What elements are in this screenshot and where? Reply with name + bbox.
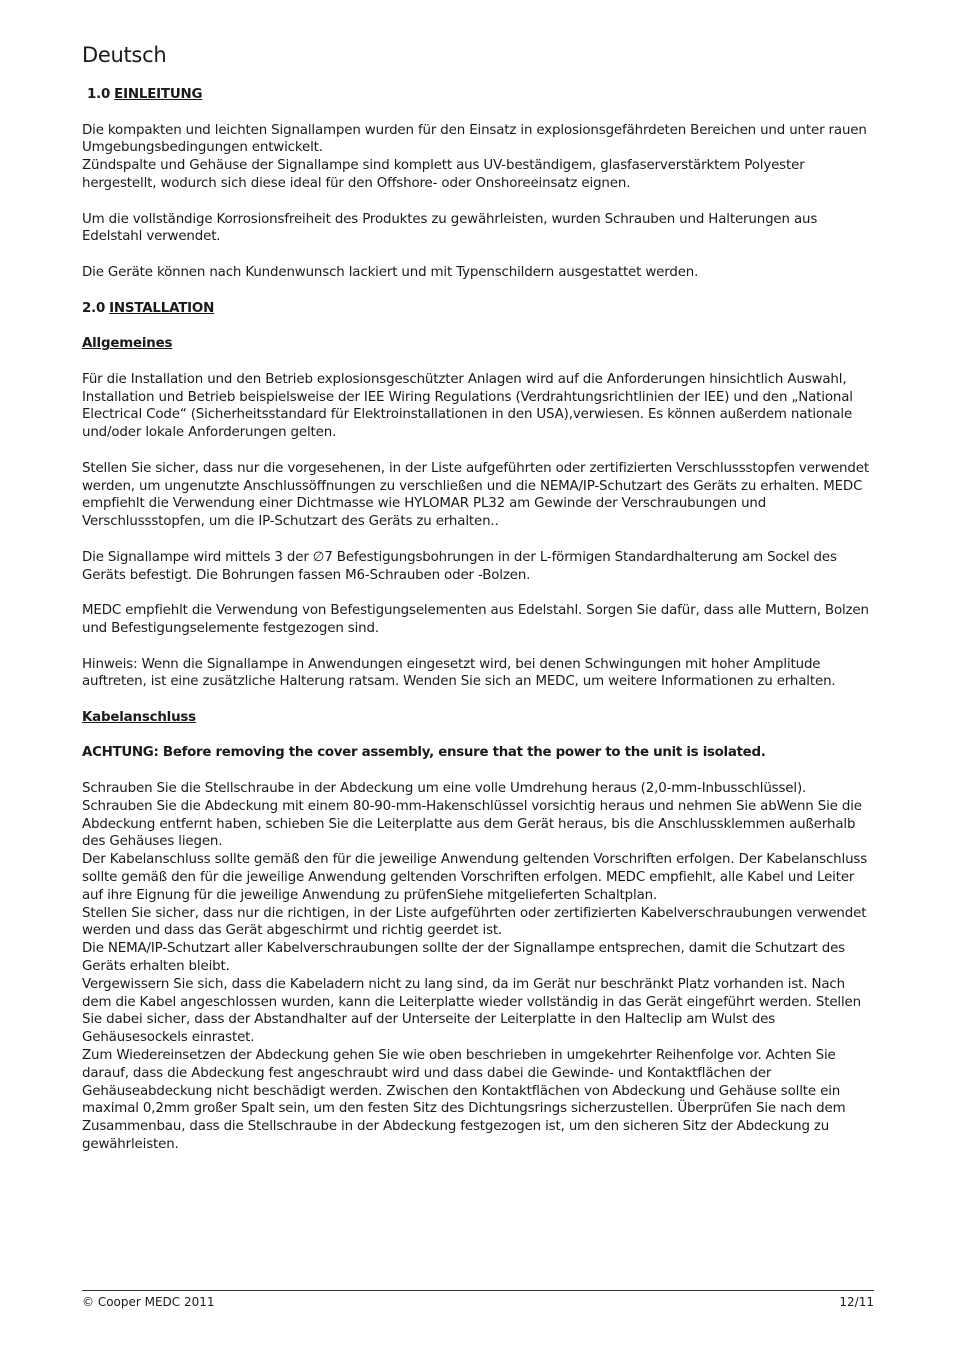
general-paragraph-4: MEDC empfiehlt die Verwendung von Befestigungselementen aus Edelstahl. Sorgen Sie dafür, dass alle Muttern, Bolzen und Befestigungselemente festgezogen sind.: [82, 603, 869, 636]
document-page: [82, 40, 874, 1154]
general-paragraph-3: Die Signallampe wird mittels 3 der ∅7 Befestigungsbohrungen in der L-förmigen Standardhalterung am Sockel des Geräts befestigt. Die Bohrungen fassen M6-Schrauben oder -Bolzen.: [82, 549, 837, 583]
section-2-title: INSTALLATION: [109, 300, 215, 316]
general-paragraph-1: Für die Installation und den Betrieb explosionsgeschützter Anlagen wird auf die Anforderungen hinsichtlich Auswahl, Installation und Betrieb beispielsweise der IEE Wiring Regulations (Verdrahtungsrichtlinien der IEE) und den „National Electrical Code“ (Sicherheitsstandard für Elektroinstallationen in den USA),verwiesen. Es können außerdem nationale und/oder lokale Anforderungen gelten.: [82, 371, 853, 441]
warning-text: ACHTUNG: Before removing the cover assembly, ensure that the power to the unit is isolated.: [82, 745, 766, 761]
footer-copyright: © Cooper MEDC 2011: [82, 1295, 215, 1309]
page-footer: [82, 1290, 874, 1310]
cable-subheading: Kabelanschluss: [82, 709, 196, 725]
general-subheading: Allgemeines: [82, 336, 173, 352]
intro-paragraph-2: Um die vollständige Korrosionsfreiheit des Produktes zu gewährleisten, wurden Schrauben und Halterungen aus Edelstahl verwendet.: [82, 211, 818, 245]
intro-paragraph-1b: Zündspalte und Gehäuse der Signallampe sind komplett aus UV-beständigem, glasfaserverstärktem Polyester hergestellt, wodurch sich diese ideal für den Offshore- oder Onshoreeinsatz eignen.: [82, 158, 805, 191]
cable-paragraph-4: Die NEMA/IP-Schutzart aller Kabelverschraubungen sollte der der Signallampe entsprechen, damit die Schutzart des Geräts erhalten bleibt.: [82, 941, 846, 975]
intro-paragraph-1a: Die kompakten und leichten Signallampen wurden für den Einsatz in explosionsgefährdeten Bereichen und unter rauen Umgebungsbedingungen entwickelt.: [82, 122, 867, 156]
section-2-heading: [82, 300, 874, 318]
cable-paragraph-2: Der Kabelanschluss sollte gemäß den für die jeweilige Anwendung geltenden Vorschriften erfolgen. Der Kabelanschluss sollte gemäß den für die jeweilige Anwendung geltenden Vorschriften erfolgen. MEDC empfiehlt, alle Kabel und Leiter auf ihre Eignung für die jeweilige Anwendung zu prüfenSiehe mitgelieferten Schaltplan.: [82, 852, 868, 903]
intro-paragraph-3: Die Geräte können nach Kundenwunsch lackiert und mit Typenschildern ausgestattet werden.: [82, 264, 699, 280]
section-1-title: EINLEITUNG: [114, 87, 203, 102]
section-1-heading: [82, 86, 874, 104]
section-2-number: 2.0: [82, 300, 106, 316]
cable-paragraph-5: Vergewissern Sie sich, dass die Kabeladern nicht zu lang sind, da im Gerät nur beschränkt Platz vorhanden ist. Nach dem die Kabel angeschlossen wurden, kann die Leiterplatte wieder vollständig in das Gerät eingeführt werden. Stellen Sie dabei sicher, dass der Abstandhalter auf der Unterseite der Leiterplatte in den Halteclip am Wulst des Gehäusesockels einrastet.: [82, 976, 861, 1046]
cable-paragraph-6: Zum Wiedereinsetzen der Abdeckung gehen Sie wie oben beschrieben in umgekehrter Reihenfolge vor. Achten Sie darauf, dass die Abdeckung fest angeschraubt wird und dass dabei die Gewinde- und Kontaktflächen der Gehäuseabdeckung nicht beschädigt werden. Zwischen den Kontaktflächen von Abdeckung und Gehäuse sollte ein maximal 0,2mm großer Spalt sein, um den festen Sitz des Dichtungsrings sicherzustellen. Überprüfen Sie nach dem Zusammenbau, dass die Stellschraube in der Abdeckung festgezogen ist, um den sicheren Sitz der Abdeckung zu gewährleisten.: [82, 1048, 846, 1153]
general-paragraph-5: Hinweis: Wenn die Signallampe in Anwendungen eingesetzt wird, bei denen Schwingungen mit hoher Amplitude auftreten, ist eine zusätzliche Halterung ratsam. Wenden Sie sich an MEDC, um weitere Informationen zu erhalten.: [82, 656, 836, 690]
language-title: Deutsch: [82, 43, 167, 67]
cable-paragraph-3: Stellen Sie sicher, dass nur die richtigen, in der Liste aufgeführten oder zertifizierten Kabelverschraubungen verwendet werden und dass das Gerät abgeschirmt und richtig geerdet ist.: [82, 905, 867, 939]
section-1-number: 1.0: [87, 87, 111, 102]
cable-paragraph-1: Schrauben Sie die Stellschraube in der Abdeckung um eine volle Umdrehung heraus (2,0-mm-Inbusschlüssel). Schrauben Sie die Abdeckung mit einem 80-90-mm-Hakenschlüssel vorsichtig heraus und nehmen Sie abWenn Sie die Abdeckung entfernt haben, schieben Sie die Leiterplatte aus dem Gerät heraus, bis die Anschlussklemmen außerhalb des Gehäuses liegen.: [82, 781, 862, 850]
general-paragraph-2: Stellen Sie sicher, dass nur die vorgesehenen, in der Liste aufgeführten oder zertifizierten Verschlussstopfen verwendet werden, um ungenutzte Anschlussöffnungen zu verschließen und die NEMA/IP-Schutzart des Geräts zu erhalten. MEDC empfiehlt die Verwendung einer Dichtmasse wie HYLOMAR PL32 am Gewinde der Verschraubungen und Verschlussstopfen, um die IP-Schutzart des Geräts zu erhalten..: [82, 460, 869, 530]
footer-page-number: 12/11: [839, 1295, 874, 1309]
